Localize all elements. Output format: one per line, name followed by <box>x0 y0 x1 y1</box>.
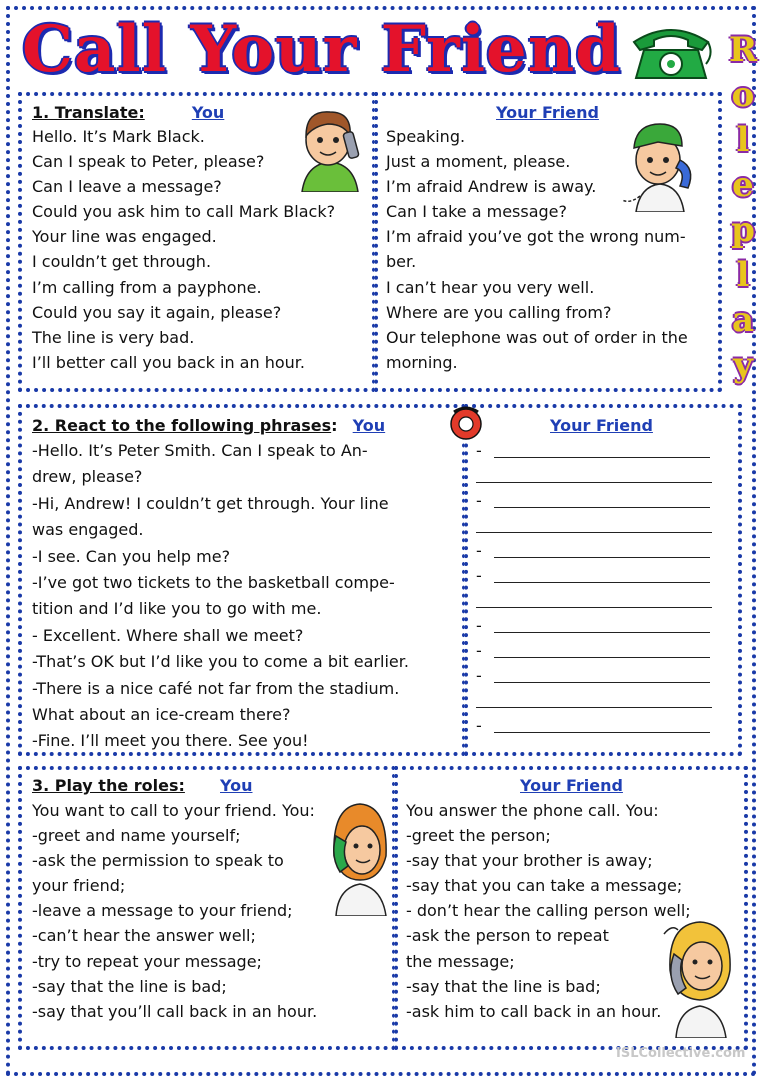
list-item: your friend; <box>32 876 126 896</box>
list-item: -say that the line is bad; <box>32 976 227 996</box>
list-item: Could you ask him to call Mark Black? <box>32 202 336 222</box>
list-item: the message; <box>406 951 515 971</box>
list-item: Can I speak to Peter, please? <box>32 152 265 172</box>
page-title: Call Your Friend <box>22 12 621 87</box>
telephone-icon <box>628 20 714 82</box>
answer-dash: - <box>476 641 482 660</box>
list-item: -There is a nice café not far from the stadium. <box>32 678 400 698</box>
list-item: -say that you can take a message; <box>406 876 683 896</box>
list-item: -say that the line is bad; <box>406 976 601 996</box>
answer-dash: - <box>476 616 482 635</box>
section1-friend-label: Your Friend <box>496 103 599 122</box>
boy-with-cap-illustration <box>618 116 702 212</box>
list-item: -I’ve got two tickets to the basketball compe- <box>32 573 395 593</box>
side-letter: R <box>728 30 758 70</box>
list-item: Just a moment, please. <box>386 152 571 172</box>
side-letter: o <box>731 75 755 115</box>
section1-heading-row <box>32 100 224 125</box>
list-item: -Hi, Andrew! I couldn’t get through. Your line <box>32 493 389 513</box>
section1-you-label: You <box>191 103 225 122</box>
list-item: The line is very bad. <box>32 327 195 347</box>
list-item: -leave a message to your friend; <box>32 901 293 921</box>
list-item: You answer the phone call. You: <box>406 801 659 820</box>
list-item: morning. <box>386 352 458 372</box>
list-item: I’m afraid you’ve got the wrong num- <box>386 227 686 247</box>
list-item: -ask the person to repeat <box>406 926 609 946</box>
boy-on-phone-illustration <box>292 102 368 192</box>
list-item: Hello. It’s Mark Black. <box>32 127 205 146</box>
list-item: -ask him to call back in an hour. <box>406 1001 662 1021</box>
list-item: I can’t hear you very well. <box>386 277 595 297</box>
side-letter: a <box>731 300 755 340</box>
section1-you-list <box>32 124 335 375</box>
side-letter: e <box>732 165 754 205</box>
list-item: Speaking. <box>386 127 466 146</box>
list-item: I’ll better call you back in an hour. <box>32 352 305 372</box>
list-item: - don’t hear the calling person well; <box>406 901 691 921</box>
answer-blank-line[interactable] <box>494 682 710 683</box>
answer-dash: - <box>476 541 482 560</box>
section2-you-list <box>32 438 409 755</box>
answer-blank-line[interactable] <box>494 507 710 508</box>
answer-blank-line[interactable] <box>476 532 712 533</box>
answer-blank-line[interactable] <box>494 557 710 558</box>
answer-blank-line[interactable] <box>476 707 712 708</box>
answer-blank-line[interactable] <box>494 732 710 733</box>
girl-on-phone-illustration <box>330 796 390 916</box>
answer-blank-line[interactable] <box>494 457 710 458</box>
list-item: Can I leave a message? <box>32 177 222 197</box>
answer-dash: - <box>476 716 482 735</box>
list-item: Our telephone was out of order in the <box>386 327 688 347</box>
side-letter: y <box>733 345 753 385</box>
list-item: -can’t hear the answer well; <box>32 926 256 946</box>
section3-heading: 3. Play the roles: <box>32 776 185 795</box>
list-item: I’m afraid Andrew is away. <box>386 177 597 197</box>
watermark: ISLCollective.com <box>616 1046 746 1061</box>
section3-you-label: You <box>220 776 253 795</box>
list-item: was engaged. <box>32 520 144 540</box>
list-item: -say that you’ll call back in an hour. <box>32 1001 318 1021</box>
side-letter: l <box>736 255 750 295</box>
section3-you-list <box>32 798 317 1024</box>
list-item: -Fine. I’ll meet you there. See you! <box>32 731 309 751</box>
list-item: Where are you calling from? <box>386 302 612 322</box>
side-letter: p <box>731 210 755 250</box>
list-item: I’m calling from a payphone. <box>32 277 262 297</box>
answer-dash: - <box>476 566 482 585</box>
list-item: I couldn’t get through. <box>32 252 212 272</box>
list-item: -greet and name yourself; <box>32 826 241 846</box>
section1-heading: 1. Translate: <box>32 103 145 122</box>
blonde-girl-on-phone-illustration <box>660 914 740 1038</box>
list-item: Could you say it again, please? <box>32 302 282 322</box>
answer-blank-line[interactable] <box>494 657 710 658</box>
answer-blank-line[interactable] <box>476 607 712 608</box>
list-item: -Hello. It’s Peter Smith. Can I speak to An- <box>32 441 368 460</box>
list-item: -try to repeat your message; <box>32 951 262 971</box>
list-item: You want to call to your friend. You: <box>32 801 315 820</box>
section2-friend-label: Your Friend <box>550 416 653 435</box>
red-telephone-icon <box>446 402 486 442</box>
list-item: ber. <box>386 252 417 272</box>
section2-heading: 2. React to the following phrases <box>32 416 332 435</box>
list-item: What about an ice-cream there? <box>32 705 291 725</box>
list-item: drew, please? <box>32 467 143 487</box>
list-item: Your line was engaged. <box>32 227 217 247</box>
answer-dash: - <box>476 441 482 460</box>
answer-dash: - <box>476 491 482 510</box>
section3-friend-label: Your Friend <box>520 776 623 795</box>
list-item: Can I take a message? <box>386 202 567 222</box>
list-item: -ask the permission to speak to <box>32 851 284 871</box>
answer-blank-line[interactable] <box>494 632 710 633</box>
section2-you-label: You <box>352 416 386 435</box>
answer-blank-line[interactable] <box>476 482 712 483</box>
list-item: tition and I’d like you to go with me. <box>32 599 322 619</box>
side-letter: l <box>736 120 750 160</box>
answer-blank-line[interactable] <box>494 582 710 583</box>
list-item: -greet the person; <box>406 826 551 846</box>
section3-heading-row <box>32 773 253 798</box>
list-item: -That’s OK but I’d like you to come a bit earlier. <box>32 652 409 672</box>
list-item: -say that your brother is away; <box>406 851 653 871</box>
list-item: -I see. Can you help me? <box>32 546 231 566</box>
section2-heading-row: 2. React to the following phrases: You <box>32 416 386 435</box>
list-item: - Excellent. Where shall we meet? <box>32 625 304 645</box>
section3-friend-list <box>406 798 691 1024</box>
side-word-roleplay <box>726 28 760 388</box>
answer-dash: - <box>476 666 482 685</box>
